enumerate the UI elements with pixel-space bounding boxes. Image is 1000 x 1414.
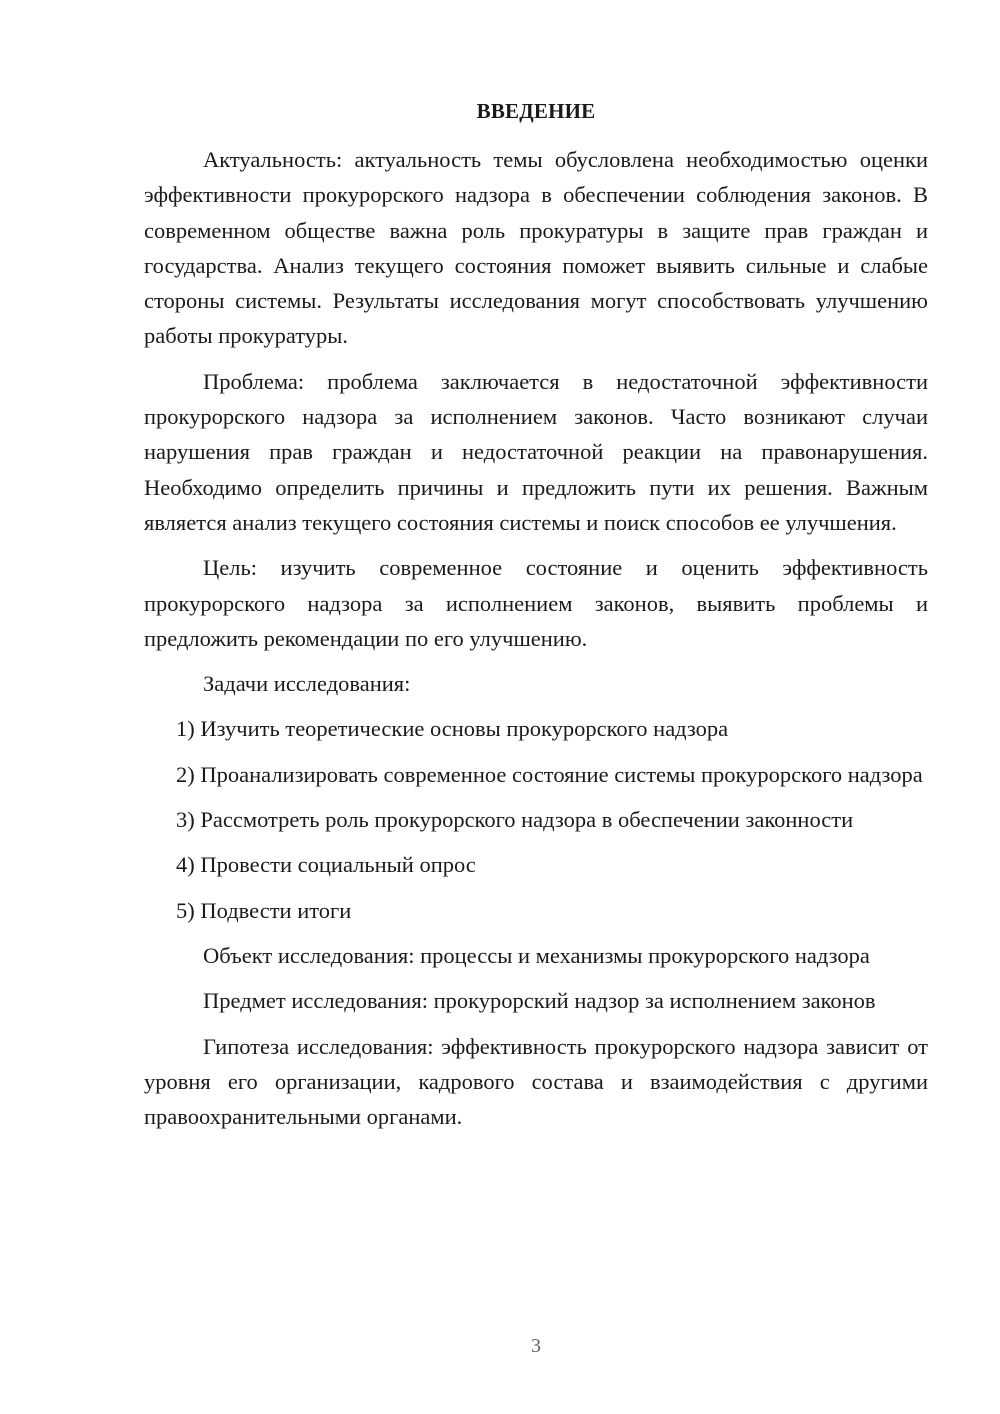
list-item: 5) Подвести итоги: [176, 897, 352, 923]
list-item: 2) Проанализировать современное состояние системы прокурорского надзора: [176, 761, 923, 787]
list-item: 1) Изучить теоретические основы прокурорского надзора: [176, 716, 729, 742]
subject-paragraph: Предмет исследования: прокурорский надзор за исполнением законов: [203, 988, 876, 1014]
goal-paragraph: Цель: изучить современное состояние и оценить эффективность прокурорского надзора за исполнением законов, выявить проблемы и предложить рекомендации по его улучшению.: [144, 555, 928, 651]
list-item: 3) Рассмотреть роль прокурорского надзора в обеспечении законности: [176, 807, 854, 833]
object-paragraph: Объект исследования: процессы и механизмы прокурорского надзора: [203, 942, 870, 968]
tasks-heading: Задачи исследования:: [203, 671, 411, 697]
relevance-paragraph: Актуальность: актуальность темы обусловлена необходимостью оценки эффективности прокурорского надзора в обеспечении соблюдения законов. В современном обществе важна роль прокуратуры в защите прав граждан и государства. Анализ текущего состояния поможет выявить сильные и слабые стороны системы. Результаты исследования могут способствовать улучшению работы прокуратуры.: [144, 147, 928, 349]
problem-paragraph: Проблема: проблема заключается в недостаточной эффективности прокурорского надзора за исполнением законов. Часто возникают случаи нарушения прав граждан и недостаточной реакции на правонарушения. Необходимо определить причины и предложить пути их решения. Важным является анализ текущего состояния системы и поиск способов ее улучшения.: [144, 368, 928, 535]
page-title: ВВЕДЕНИЕ: [476, 99, 596, 123]
document-body: [144, 142, 928, 1144]
tasks-list: [144, 711, 928, 927]
hypothesis-paragraph: Гипотеза исследования: эффективность прокурорского надзора зависит от уровня его организации, кадрового состава и взаимодействия с другими правоохранительными органами.: [144, 1033, 928, 1130]
page-number: 3: [531, 1335, 541, 1357]
list-item: 4) Провести социальный опрос: [176, 852, 476, 878]
